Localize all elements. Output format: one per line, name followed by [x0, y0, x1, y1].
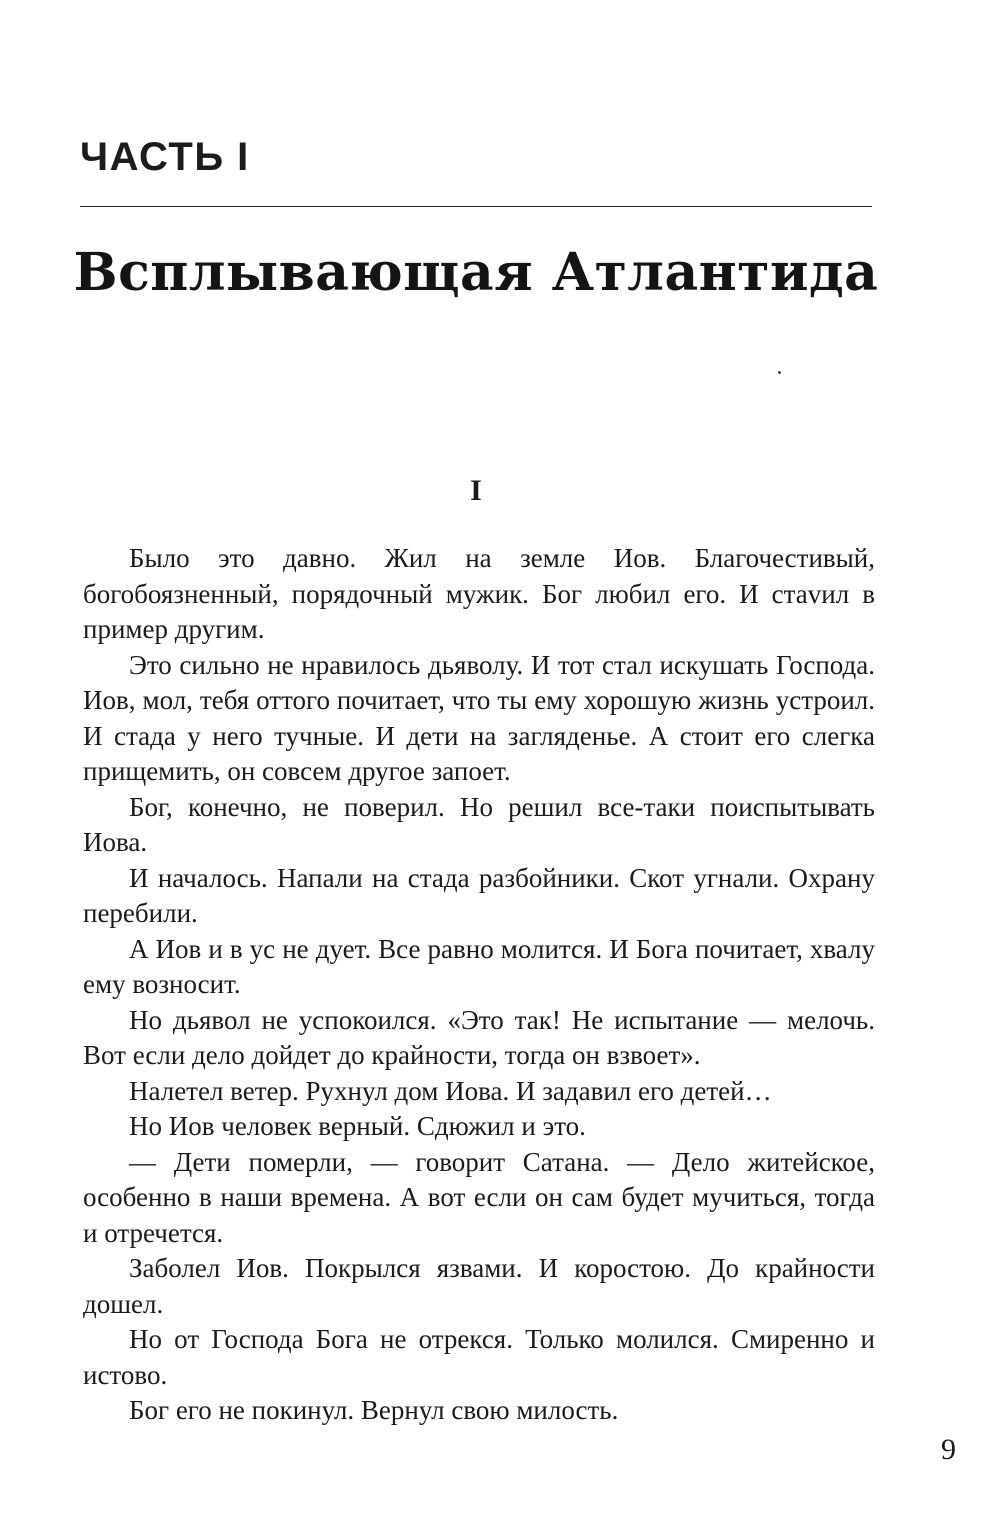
paragraph: Налетел ветер. Рухнул дом Иова. И задавил его детей…: [129, 1075, 772, 1106]
paragraph: И началось. Напали на стада разбойники. Скот угнали. Охрану перебили.: [83, 862, 875, 928]
paragraph: Заболел Иов. Покрылся язвами. И коростою. До крайности дошел.: [83, 1253, 875, 1319]
paragraph: Было это давно. Жил на земле Иов. Благочестивый, богобоязненный, порядочный мужик. Бог любил его. И стаvил в пример другим.: [83, 543, 875, 644]
chapter-number: I: [470, 474, 482, 507]
page-number: 9: [941, 1433, 956, 1466]
paragraph: Это сильно не нравилось дьяволу. И тот стал искушать Господа. Иов, мол, тебя оттого почитает, что ты ему хорошую жизнь устроил. И стада у него тучные. И дети на загляденье. А стоит его слегка прищемить, он совсем другое запоет.: [83, 649, 875, 786]
paragraph: Бог его не покинул. Вернул свою милость.: [129, 1395, 619, 1425]
body-text: [83, 541, 875, 1429]
paragraph: Но дьявол не успокоился. «Это так! Не испытание — мелочь. Вот если дело дойдет до крайности, тогда он взвоет».: [83, 1004, 875, 1070]
paragraph: Но от Господа Бога не отрекся. Только молился. Смиренно и истово.: [83, 1324, 875, 1390]
print-speck: [778, 371, 781, 374]
part-label: ЧАСТЬ I: [80, 135, 250, 179]
page-title: Всплывающая Атлантида: [73, 242, 879, 303]
paragraph: Но Иов человек верный. Сдюжил и это.: [129, 1111, 586, 1141]
paragraph: — Дети померли, — говорит Сатана. — Дело житейское, особенно в наши времена. А вот если он сам будет мучиться, тогда и отречется.: [83, 1146, 875, 1248]
paragraph: А Иов и в ус не дует. Все равно молится. И Бога почитает, хвалу ему возносит.: [83, 933, 875, 999]
divider-rule: [80, 206, 872, 207]
paragraph: Бог, конечно, не поверил. Но решил все-таки поиспытывать Иова.: [83, 791, 875, 857]
